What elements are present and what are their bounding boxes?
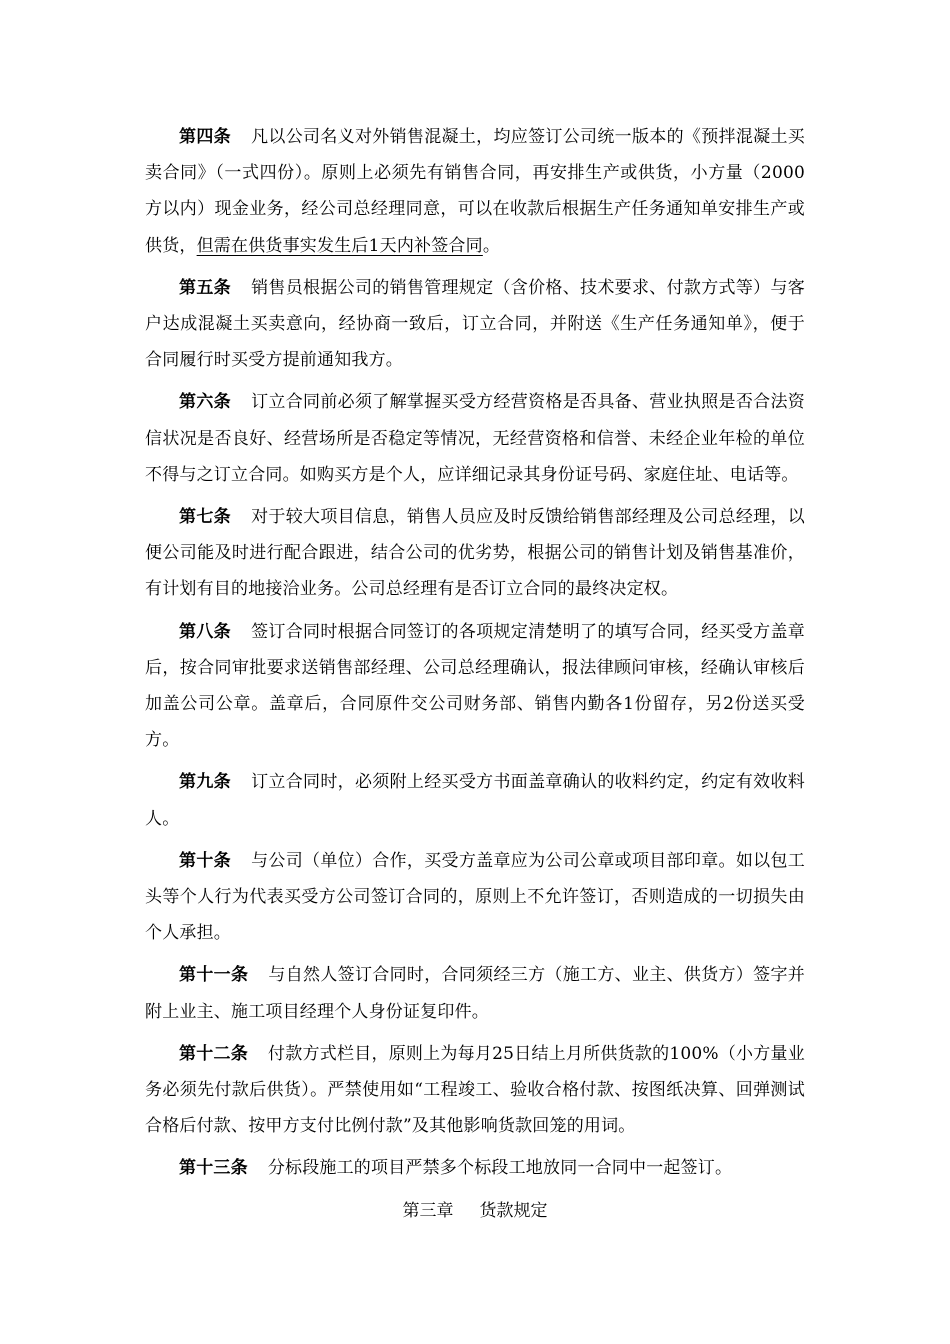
article-11	[145, 957, 805, 1029]
article-7	[145, 499, 805, 608]
article-number: 第八条	[179, 621, 231, 642]
article-4	[145, 119, 805, 264]
document-page	[145, 119, 805, 1229]
article-10	[145, 843, 805, 952]
article-number: 第九条	[179, 772, 231, 793]
article-text: 付款方式栏目，原则上为每月25日结上月所供货款的100%（小方量业务必须先付款后供货）。严禁使用如“工程竣工、验收合格付款、按图纸决算、回弹测试合格后付款、按甲方支付比例付款”及其他影响货款回笼的用词。	[145, 1043, 805, 1137]
chapter-heading	[145, 1193, 805, 1229]
chapter-title: 货款规定	[479, 1200, 548, 1221]
article-text: 对于较大项目信息，销售人员应及时反馈给销售部经理及公司总经理，以便公司能及时进行配合跟进，结合公司的优劣势，根据公司的销售计划及销售基准价，有计划有目的地接洽业务。公司总经理有是否订立合同的最终决定权。	[145, 507, 805, 600]
article-number: 第十二条	[179, 1043, 248, 1064]
article-13	[145, 1150, 805, 1186]
chapter-number: 第三章	[402, 1200, 454, 1221]
article-number: 第六条	[179, 392, 231, 413]
article-text: 销售员根据公司的销售管理规定（含价格、技术要求、付款方式等）与客户达成混凝土买卖意向，经协商一致后，订立合同，并附送《生产任务通知单》，便于合同履行时买受方提前通知我方。	[145, 277, 805, 371]
article-underlined-text: 但需在供货事实发生后1天内补签合同	[196, 235, 483, 256]
article-number: 第七条	[179, 507, 231, 528]
article-number: 第十三条	[179, 1158, 248, 1179]
article-text: 凡以公司名义对外销售混凝土，均应签订公司统一版本的《预拌混凝土买卖合同》（一式四份）。原则上必须先有销售合同，再安排生产或供货，小方量（2000方以内）现金业务，经公司总经理同意，可以在收款后根据生产任务通知单安排生产或供货，	[145, 127, 805, 256]
article-number: 第四条	[179, 127, 231, 147]
article-text: 分标段施工的项目严禁多个标段工地放同一合同中一起签订。	[267, 1158, 733, 1179]
article-8	[145, 614, 805, 759]
article-text-tail: 。	[482, 235, 501, 256]
article-5	[145, 270, 805, 379]
article-text: 与公司（单位）合作，买受方盖章应为公司公章或项目部印章。如以包工头等个人行为代表买受方公司签订合同的，原则上不允许签订，否则造成的一切损失由个人承担。	[145, 850, 805, 944]
article-text: 订立合同时，必须附上经买受方书面盖章确认的收料约定，约定有效收料人。	[145, 772, 805, 829]
article-number: 第十条	[179, 850, 231, 871]
article-9	[145, 764, 805, 836]
article-text: 与自然人签订合同时，合同须经三方（施工方、业主、供货方）签字并附上业主、施工项目经理个人身份证复印件。	[145, 965, 805, 1022]
article-text: 订立合同前必须了解掌握买受方经营资格是否具备、营业执照是否合法资信状况是否良好、经营场所是否稳定等情况，无经营资格和信誉、未经企业年检的单位不得与之订立合同。如购买方是个人，应详细记录其身份证号码、家庭住址、电话等。	[145, 392, 805, 485]
article-6	[145, 384, 805, 493]
article-12	[145, 1036, 805, 1145]
article-number: 第五条	[179, 277, 231, 298]
article-number: 第十一条	[179, 965, 249, 986]
article-text: 签订合同时根据合同签订的各项规定清楚明了的填写合同，经买受方盖章后，按合同审批要求送销售部经理、公司总经理确认，报法律顾问审核，经确认审核后加盖公司公章。盖章后，合同原件交公司财务部、销售内勤各1份留存，另2份送买受方。	[145, 621, 805, 751]
